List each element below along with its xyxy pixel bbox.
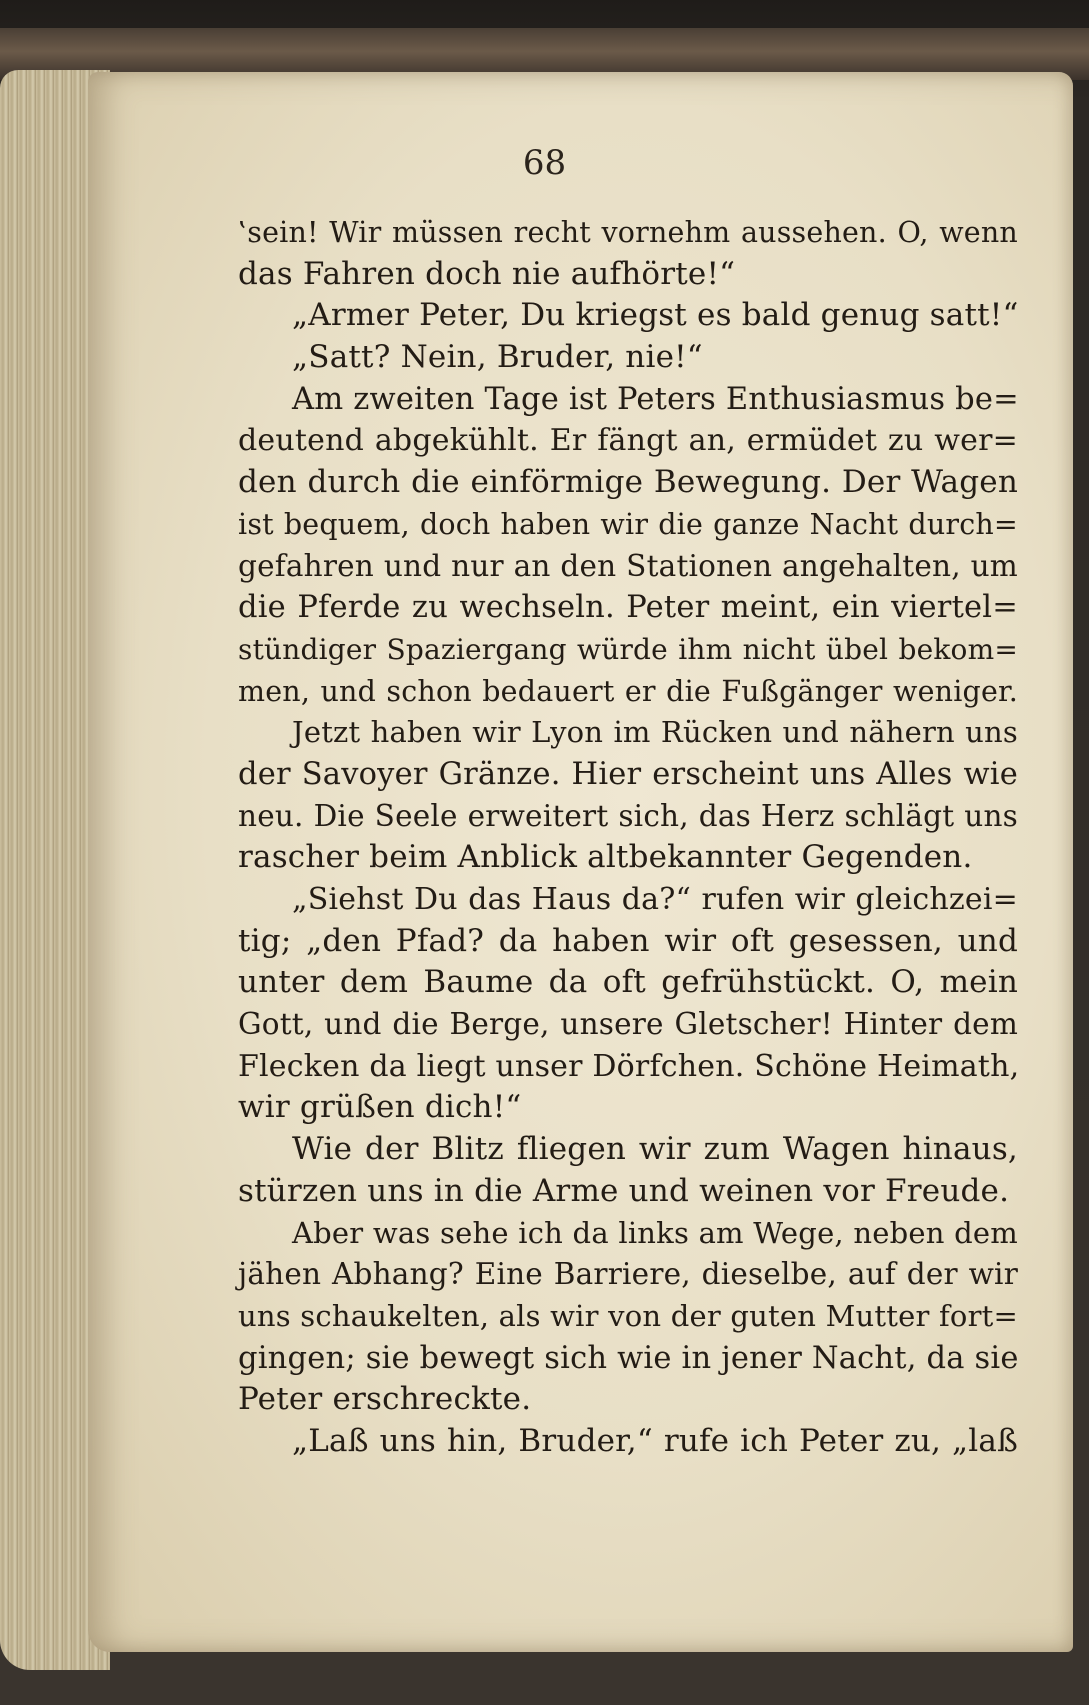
text-line: „Satt? Nein, Bruder, nie!“ <box>292 339 703 376</box>
text-line: das Fahren doch nie aufhörte!“ <box>238 255 736 292</box>
page-number: 68 <box>522 143 567 183</box>
text-line: ‛sein! Wir müssen recht vornehm aussehen. O, wenn <box>238 216 1018 249</box>
text-line: Wie der Blitz fliegen wir zum Wagen hinaus, <box>292 1131 1018 1168</box>
text-line: „Siehst Du das Haus da?“ rufen wir gleichzei= <box>292 882 1018 917</box>
text-line: neu. Die Seele erweitert sich, das Herz schlägt uns <box>238 798 1018 833</box>
text-line: Am zweiten Tage ist Peters Enthusiasmus be= <box>292 381 1019 417</box>
text-line: wir grüßen dich!“ <box>238 1089 522 1126</box>
text-line: stürzen uns in die Arme und weinen vor Freude. <box>238 1172 1010 1209</box>
text-line: unter dem Baume da oft gefrühstückt. O, mein <box>238 964 1018 1001</box>
text-line: deutend abgekühlt. Er fängt an, ermüdet zu wer= <box>238 423 1018 459</box>
text-line: „Armer Peter, Du kriegst es bald genug satt!“ <box>292 297 1019 334</box>
text-line: men, und schon bedauert er die Fußgänger weniger. <box>238 674 1018 708</box>
text-line: jähen Abhang? Eine Barriere, dieselbe, auf der wir <box>238 1257 1018 1292</box>
text-line: Peter erschreckte. <box>238 1381 532 1418</box>
text-line: die Pferde zu wechseln. Peter meint, ein viertel= <box>238 590 1018 626</box>
text-line: Aber was sehe ich da links am Wege, neben dem <box>292 1215 1018 1250</box>
text-line: tig; „den Pfad? da haben wir oft gesessen, und <box>238 922 1018 959</box>
text-line: Gott, und die Berge, unsere Gletscher! Hinter dem <box>238 1007 1018 1042</box>
text-line: „Laß uns hin, Bruder,“ rufe ich Peter zu, „laß <box>292 1422 1018 1459</box>
text-line: der Savoyer Gränze. Hier erscheint uns Alles wie <box>238 756 1018 792</box>
text-line: ist bequem, doch haben wir die ganze Nacht durch= <box>238 507 1018 541</box>
text-line: rascher beim Anblick altbekannter Gegenden. <box>238 839 973 876</box>
text-line: gingen; sie bewegt sich wie in jener Nacht, da sie <box>238 1340 1019 1376</box>
text-line: uns schaukelten, als wir von der guten Mutter fort= <box>238 1298 1018 1333</box>
body-text <box>238 212 1018 1463</box>
text-line: Jetzt haben wir Lyon im Rücken und nähern uns <box>292 715 1018 750</box>
text-line: den durch die einförmige Bewegung. Der Wagen <box>238 464 1018 501</box>
text-line: stündiger Spaziergang würde ihm nicht übel bekom= <box>238 632 1018 666</box>
text-line: gefahren und nur an den Stationen angehalten, um <box>238 548 1018 583</box>
text-line: Flecken da liegt unser Dörfchen. Schöne Heimath, <box>238 1048 1020 1084</box>
